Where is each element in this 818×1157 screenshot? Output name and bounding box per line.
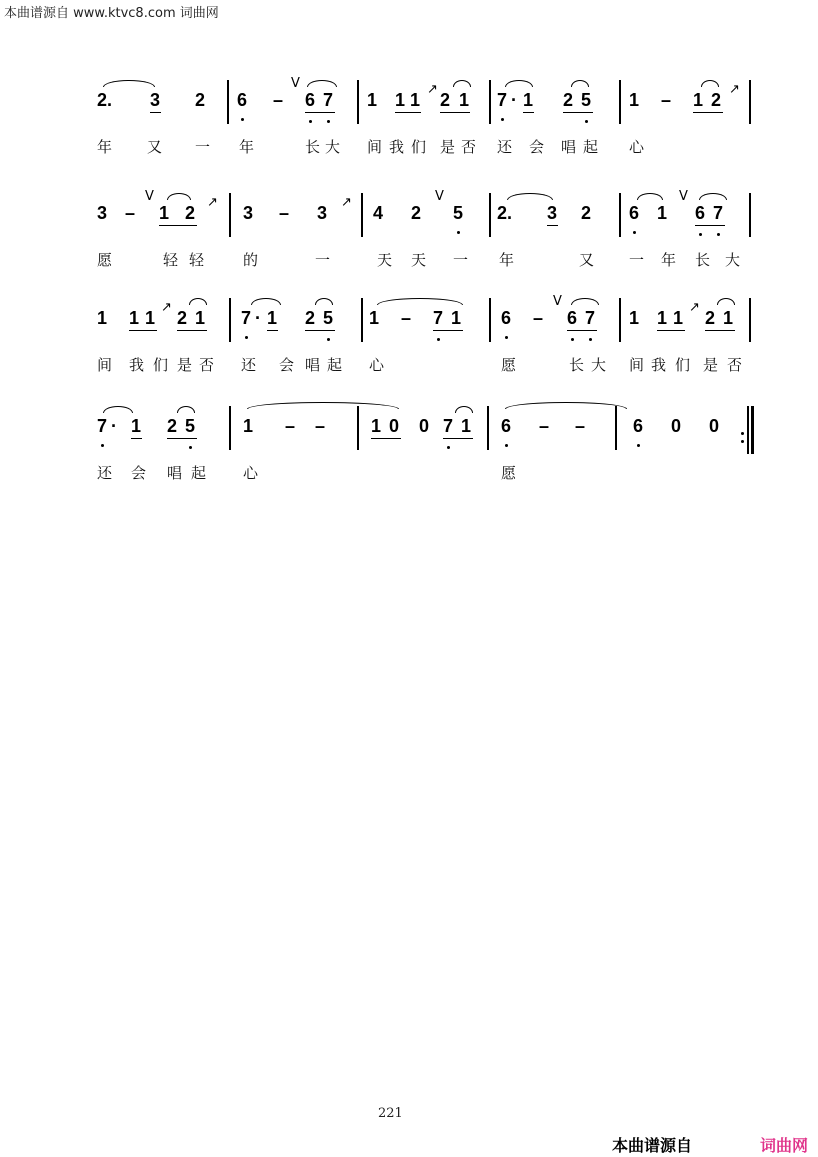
- lyric: 愿: [501, 356, 517, 374]
- note: 0: [419, 416, 430, 436]
- lyric: 们: [675, 356, 691, 374]
- note: 2: [195, 90, 206, 110]
- final-bar: [751, 406, 754, 454]
- bar-line: [487, 406, 489, 450]
- lyric: 我: [129, 356, 145, 374]
- tie: [507, 193, 553, 200]
- notes-row: [95, 406, 755, 442]
- note: 1: [267, 308, 278, 328]
- note: 5: [185, 416, 196, 436]
- lyric: 年: [239, 138, 255, 156]
- note: –: [401, 308, 412, 328]
- underline: [395, 112, 421, 113]
- note: 1: [523, 90, 534, 110]
- lyric: 愿: [501, 464, 517, 482]
- lyric: 唱: [167, 464, 183, 482]
- slide-mark: ↗: [341, 195, 352, 210]
- bar-line: [361, 298, 363, 342]
- bar-line: [619, 193, 621, 237]
- lyric: 否: [461, 138, 477, 156]
- low-dot: [327, 120, 330, 123]
- bar-line: [489, 298, 491, 342]
- note: 4: [373, 203, 384, 223]
- underline: [547, 225, 558, 226]
- lyrics-row: [95, 462, 755, 484]
- lyric: 年: [499, 251, 515, 269]
- tie: [377, 298, 463, 305]
- underline: [305, 330, 335, 331]
- slide-mark: ↗: [427, 82, 438, 97]
- lyric: 长: [305, 138, 321, 156]
- tie: [637, 193, 663, 200]
- note: 1: [461, 416, 472, 436]
- low-dot: [571, 338, 574, 341]
- note: 1: [410, 90, 421, 110]
- bar-line: [619, 298, 621, 342]
- low-dot: [189, 446, 192, 449]
- note: 1: [723, 308, 734, 328]
- lyric: 一: [195, 138, 211, 156]
- footer-source-text: 本曲谱源自: [612, 1136, 693, 1155]
- note: 2: [581, 203, 592, 223]
- underline: [523, 112, 534, 113]
- lyric: 起: [327, 356, 343, 374]
- lyric: 轻: [163, 251, 179, 269]
- note: 2: [177, 308, 188, 328]
- bar-line: [361, 193, 363, 237]
- tie: [453, 80, 471, 87]
- note: –: [273, 90, 284, 110]
- underline: [371, 438, 401, 439]
- note: 5: [323, 308, 334, 328]
- note: 1: [243, 416, 254, 436]
- lyric: 愿: [97, 251, 113, 269]
- low-dot: [447, 446, 450, 449]
- underline: [563, 112, 593, 113]
- note: 3: [97, 203, 108, 223]
- lyric: 还: [241, 356, 257, 374]
- note: 5: [581, 90, 592, 110]
- lyric: 一: [629, 251, 645, 269]
- lyric: 唱: [305, 356, 321, 374]
- low-dot: [505, 444, 508, 447]
- note: 1: [657, 203, 668, 223]
- low-dot: [505, 336, 508, 339]
- lyric: 还: [497, 138, 513, 156]
- note: –: [661, 90, 672, 110]
- note: 2: [167, 416, 178, 436]
- note: 1: [451, 308, 462, 328]
- lyric: 又: [579, 251, 595, 269]
- note: 1: [693, 90, 704, 110]
- lyric: 会: [529, 138, 545, 156]
- bar-line: [357, 406, 359, 450]
- note: 2: [185, 203, 196, 223]
- lyric: 否: [727, 356, 743, 374]
- tie: [699, 193, 727, 200]
- note: 5: [453, 203, 464, 223]
- note: 2: [305, 308, 316, 328]
- note: –: [279, 203, 290, 223]
- note: 3: [317, 203, 328, 223]
- bar-line: [227, 80, 229, 124]
- lyrics-row: [95, 136, 755, 158]
- tie: [177, 406, 195, 413]
- underline: [705, 330, 735, 331]
- low-dot: [241, 118, 244, 121]
- lyrics-row: [95, 354, 755, 376]
- note: 1: [629, 90, 640, 110]
- slide-mark: ↗: [689, 300, 700, 315]
- note: 1: [367, 90, 378, 110]
- footer-site-logo: 词曲网: [760, 1136, 809, 1155]
- note: 7: [241, 308, 252, 328]
- lyric: 起: [583, 138, 599, 156]
- lyric: 大: [725, 251, 741, 269]
- note: 1: [395, 90, 406, 110]
- lyric: 是: [177, 356, 193, 374]
- low-dot: [699, 233, 702, 236]
- lyric: 的: [243, 251, 259, 269]
- bar-line: [229, 193, 231, 237]
- lyric: 一: [453, 251, 469, 269]
- low-dot: [457, 231, 460, 234]
- note: 6: [237, 90, 248, 110]
- low-dot: [309, 120, 312, 123]
- underline: [267, 330, 278, 331]
- note: 6: [695, 203, 706, 223]
- note: 7: [323, 90, 334, 110]
- lyric: 会: [279, 356, 295, 374]
- underline: [177, 330, 207, 331]
- tie: [701, 80, 719, 87]
- underline: [693, 112, 723, 113]
- slide-mark: ↗: [207, 195, 218, 210]
- lyric: 们: [153, 356, 169, 374]
- bar-line: [489, 193, 491, 237]
- note: 6: [501, 416, 512, 436]
- lyric: 天: [377, 251, 393, 269]
- note: 0: [709, 416, 720, 436]
- note: 1: [159, 203, 170, 223]
- bar-line: [749, 80, 751, 124]
- note: ·: [111, 416, 117, 436]
- tie: [717, 298, 735, 305]
- low-dot: [327, 338, 330, 341]
- breath-mark: V: [553, 294, 562, 309]
- lyric: 们: [411, 138, 427, 156]
- low-dot: [101, 444, 104, 447]
- tie: [167, 193, 191, 200]
- tie: [103, 406, 133, 413]
- bar-line: [749, 193, 751, 237]
- note: –: [315, 416, 326, 436]
- breath-mark: V: [145, 189, 154, 204]
- tie: [455, 406, 473, 413]
- note: 3: [243, 203, 254, 223]
- lyric: 间: [367, 138, 383, 156]
- lyric: 心: [629, 138, 645, 156]
- note: 7: [585, 308, 596, 328]
- note: 3: [547, 203, 558, 223]
- low-dot: [589, 338, 592, 341]
- note: 6: [501, 308, 512, 328]
- note: 0: [671, 416, 682, 436]
- lyric: 又: [147, 138, 163, 156]
- note: 6: [629, 203, 640, 223]
- low-dot: [717, 233, 720, 236]
- bar-line: [747, 406, 749, 454]
- note: –: [539, 416, 550, 436]
- lyric: 天: [411, 251, 427, 269]
- note: 1: [371, 416, 382, 436]
- bar-line: [749, 298, 751, 342]
- lyric: 还: [97, 464, 113, 482]
- note: 1: [129, 308, 140, 328]
- note: 2: [705, 308, 716, 328]
- repeat-dot: [741, 440, 744, 443]
- note: 1: [673, 308, 684, 328]
- lyric: 年: [97, 138, 113, 156]
- note: ·: [255, 308, 261, 328]
- lyric: 是: [703, 356, 719, 374]
- slide-mark: ↗: [729, 82, 740, 97]
- underline: [150, 112, 161, 113]
- breath-mark: V: [291, 76, 300, 91]
- notes-row: [95, 294, 755, 334]
- low-dot: [637, 444, 640, 447]
- lyric: 我: [651, 356, 667, 374]
- underline: [167, 438, 197, 439]
- lyric: 否: [199, 356, 215, 374]
- tie: [505, 80, 533, 87]
- note: 7: [97, 416, 108, 436]
- bar-line: [619, 80, 621, 124]
- low-dot: [501, 118, 504, 121]
- notes-row: [95, 189, 755, 229]
- lyric: 长: [569, 356, 585, 374]
- tie: [247, 402, 399, 409]
- underline: [129, 330, 157, 331]
- note: –: [125, 203, 136, 223]
- tie: [103, 80, 155, 87]
- note: 1: [369, 308, 380, 328]
- note: 6: [633, 416, 644, 436]
- bar-line: [489, 80, 491, 124]
- bar-line: [357, 80, 359, 124]
- lyric: 我: [389, 138, 405, 156]
- underline: [695, 225, 725, 226]
- lyric: 一: [315, 251, 331, 269]
- note: 2.: [497, 203, 513, 223]
- underline: [440, 112, 470, 113]
- note: 7: [433, 308, 444, 328]
- note: 1: [459, 90, 470, 110]
- lyrics-row: [95, 249, 755, 271]
- note: –: [533, 308, 544, 328]
- note: 1: [657, 308, 668, 328]
- tie: [315, 298, 333, 305]
- lyric: 长: [695, 251, 711, 269]
- underline: [131, 438, 142, 439]
- tie: [571, 298, 599, 305]
- underline: [443, 438, 473, 439]
- note: 1: [97, 308, 108, 328]
- slide-mark: ↗: [161, 300, 172, 315]
- notes-row: [95, 76, 755, 116]
- note: 2: [411, 203, 422, 223]
- note: 7: [443, 416, 454, 436]
- lyric: 是: [440, 138, 456, 156]
- lyric: 大: [325, 138, 341, 156]
- underline: [657, 330, 685, 331]
- underline: [159, 225, 197, 226]
- lyric: 大: [591, 356, 607, 374]
- page-number: 221: [378, 1106, 403, 1121]
- note: 1: [629, 308, 640, 328]
- lyric: 年: [661, 251, 677, 269]
- lyric: 间: [97, 356, 113, 374]
- low-dot: [633, 231, 636, 234]
- lyric: 会: [131, 464, 147, 482]
- tie: [505, 402, 627, 409]
- lyric: 心: [243, 464, 259, 482]
- breath-mark: V: [435, 189, 444, 204]
- underline: [305, 112, 335, 113]
- site-header: 本曲谱源自 www.ktvc8.com 词曲网: [4, 6, 219, 21]
- low-dot: [245, 336, 248, 339]
- bar-line: [615, 406, 617, 450]
- note: 6: [567, 308, 578, 328]
- tie: [251, 298, 281, 305]
- lyric: 间: [629, 356, 645, 374]
- note: 7: [497, 90, 508, 110]
- underline: [567, 330, 597, 331]
- tie: [571, 80, 589, 87]
- lyric: 心: [369, 356, 385, 374]
- lyric: 轻: [189, 251, 205, 269]
- note: 7: [713, 203, 724, 223]
- note: 1: [145, 308, 156, 328]
- note: 6: [305, 90, 316, 110]
- note: 3: [150, 90, 161, 110]
- note: –: [285, 416, 296, 436]
- low-dot: [437, 338, 440, 341]
- bar-line: [229, 406, 231, 450]
- note: 2: [711, 90, 722, 110]
- breath-mark: V: [679, 189, 688, 204]
- note: 2: [563, 90, 574, 110]
- lyric: 唱: [561, 138, 577, 156]
- bar-line: [229, 298, 231, 342]
- note: 2: [440, 90, 451, 110]
- note: 2.: [97, 90, 113, 110]
- repeat-dot: [741, 432, 744, 435]
- underline: [433, 330, 463, 331]
- note: 1: [131, 416, 142, 436]
- tie: [307, 80, 337, 87]
- note: 1: [195, 308, 206, 328]
- tie: [189, 298, 207, 305]
- low-dot: [585, 120, 588, 123]
- note: 0: [389, 416, 400, 436]
- note: ·: [511, 90, 517, 110]
- note: –: [575, 416, 586, 436]
- lyric: 起: [191, 464, 207, 482]
